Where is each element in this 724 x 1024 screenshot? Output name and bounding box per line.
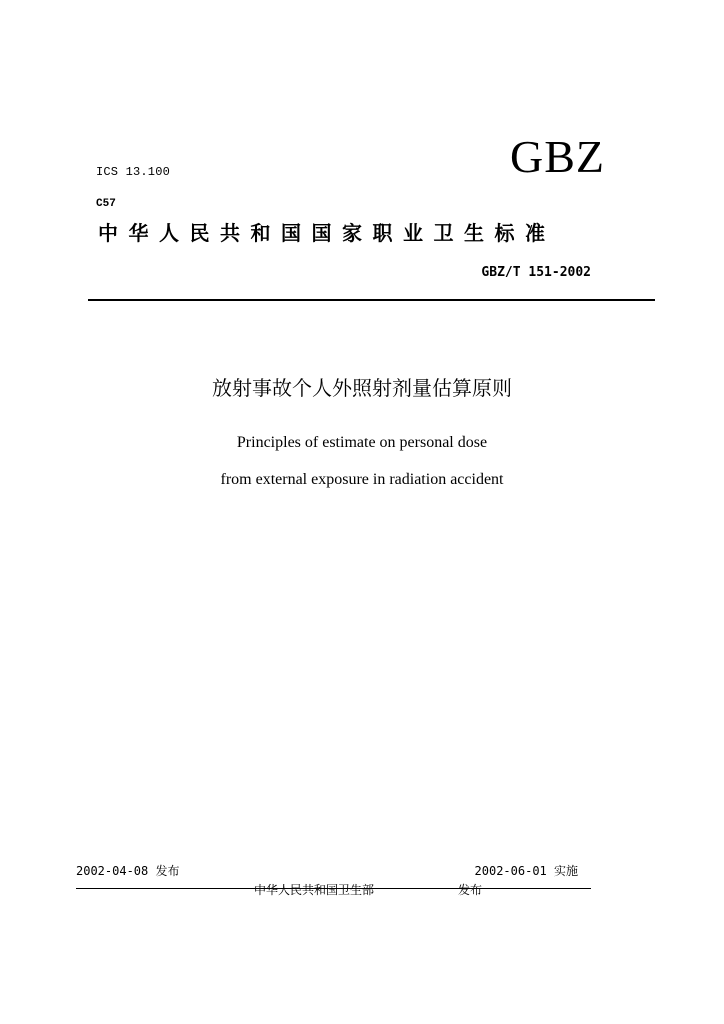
document-title-english-line2: from external exposure in radiation accident bbox=[220, 471, 504, 488]
issue-date: 2002-04-08 发布 bbox=[76, 864, 180, 878]
ccs-code: C57 bbox=[96, 198, 116, 210]
header-divider bbox=[88, 299, 655, 301]
gbz-logo: GBZ bbox=[510, 131, 605, 182]
issue-label: 发布 bbox=[458, 883, 483, 897]
ics-code: ICS 13.100 bbox=[96, 165, 171, 179]
document-title-chinese: 放射事故个人外照射剂量估算原则 bbox=[212, 376, 512, 400]
document-title-english-line1: Principles of estimate on personal dose bbox=[236, 434, 488, 451]
standard-number: GBZ/T 151-2002 bbox=[481, 265, 591, 280]
issuing-authority: 中华人民共和国卫生部 bbox=[254, 883, 375, 897]
standard-category: 中华人民共和国国家职业卫生标准 bbox=[98, 221, 556, 245]
implementation-date: 2002-06-01 实施 bbox=[474, 864, 578, 878]
